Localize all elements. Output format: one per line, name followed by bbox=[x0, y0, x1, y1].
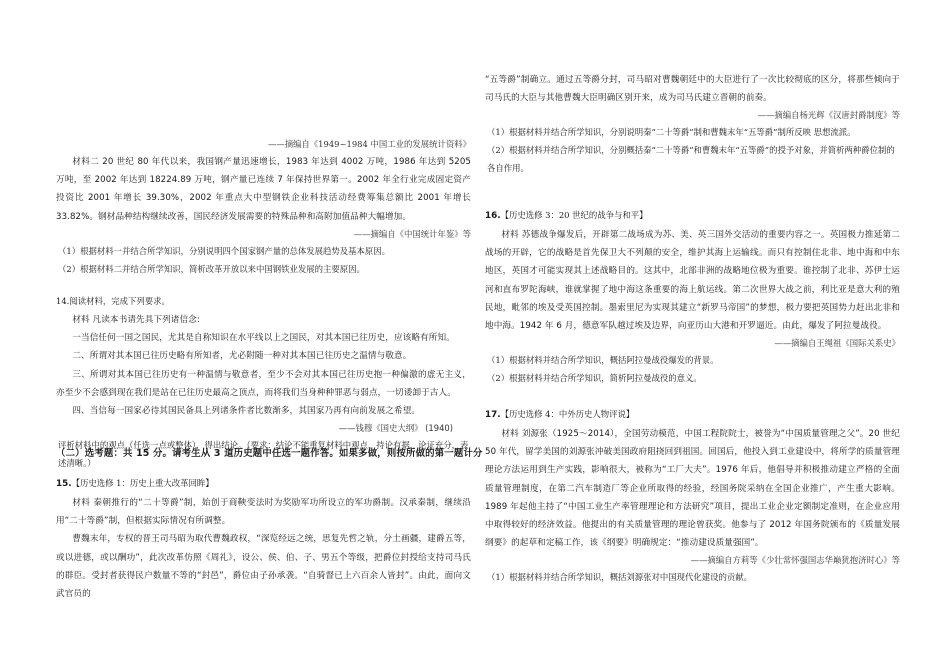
question-16 bbox=[485, 207, 900, 387]
source-citation: ——摘编自杨光辉《汉唐封爵制度》等 bbox=[757, 110, 900, 121]
subquestion-2: （2）根据材料并结合所学知识，分别概括秦“二十等爵”和曹魏末年“五等爵”的授予对象，并简析两种爵位制的各自作用。 bbox=[487, 145, 895, 174]
section-heading: （二）选考题：共 15 分。请考生从 3 道历史题中任选一题作答。如果多做，则按所做的第一题计分 bbox=[56, 448, 483, 459]
question-16-heading bbox=[485, 207, 900, 224]
material-2 bbox=[56, 153, 471, 226]
question-15-heading bbox=[56, 475, 471, 492]
question-14-prompt: 评析材料中的观点（任选一点或整体），得出结论。（要求：结论不能重复材料中观点，持论有据，论证充分，表述清晰。） bbox=[58, 440, 469, 469]
question-15-paragraph-2: 曹魏末年，专权的晋王司马昭为取代曹魏政权，“深览经远之统，思复先哲之轨，分土画疆，建爵五等，或以进德，或以酬功”，此次改革仿照《周礼》，设公、侯、伯、子、男五个等级，把爵位封授给支持司马氏的群臣。受封者获得民户数量不等的“封邑”，爵位由子孙承袭。“自骑督已上六百余人皆封”。由此，面向文武官员的 bbox=[56, 534, 471, 600]
question-14-intro: 材料 凡读本书请先具下列诸信念: bbox=[72, 315, 200, 325]
subquestion-1: （1）根据材料一并结合所学知识，分别说明四个国家钢产量的总体发展趋势及基本原因。 bbox=[58, 246, 390, 256]
question-tag: 【历史选修 4：中外历史人物评说】 bbox=[500, 409, 635, 419]
subquestion-2: （2）根据材料二并结合所学知识，简析改革开放以来中国钢铁业发展的主要原因。 bbox=[58, 264, 365, 274]
question-14-source: ——钱穆《国史大纲》 (1940) bbox=[338, 423, 453, 434]
question-15-material: 材料 秦朝推行的“二十等爵”制，始创于商鞅变法时为奖励军功所设立的军功爵制。汉承秦制，继续沿用“二十等爵”制，但根据实际情况有所调整。 bbox=[56, 498, 471, 527]
question-14-point-4: 四、当信每一国家必待其国民备具上列诸条件者比数渐多，其国家乃再有向前发展之希望。 bbox=[72, 406, 421, 417]
question-13-subquestions bbox=[56, 242, 471, 278]
subquestion-1: （1）根据材料并结合所学知识，分别说明秦“二十等爵”制和曹魏末年“五等爵”制所反映 思想流派。 bbox=[487, 127, 856, 138]
question-number: 17. bbox=[485, 410, 501, 420]
question-15-continuation: “五等爵”制确立。通过五等爵分封，司马昭对曹魏朝廷中的大臣进行了一次比较彻底的区分，将那些倾向于司马氏的大臣与其他曹魏大臣明确区别开来，成为司马氏建立晋朝的前奏。 bbox=[485, 75, 900, 104]
question-14-point-3: 三、所谓对其本国已往历史有一种温情与敬意者，至少不会对其本国已往历史抱一种偏激的虚无主义，亦至少不会感到现在我们是站在已往历史最高之顶点，而将我们当身种种罪恶与弱点，一切诿卸于古人。 bbox=[56, 369, 471, 398]
question-17-heading bbox=[485, 406, 900, 423]
question-17-material: 材料 刘源张（1925～2014），全国劳动模范，中国工程院院士，被誉为“中国质量管理之父”。20 世纪 50 年代，留学美国的刘源张冲破美国政府阻挠回到祖国。回国后，他投入到工业建设中，将所学的质量管理理论方法运用到生产实践，影响很大，被称为“工厂大夫”。1976 年后，他倡导并积极推动建立严格的全面质量管理制度，在第二汽车制造厂等企业所取得的经验，经国务院采纳在全国企业推广，产生重大影响。1989 年起他主持了“中国工业生产率管理理论和方法研究”项目，提出工业企业定额制定准则，在企业应用中取得较好的经济效益。他提出的有关质量管理的理论曾获奖。他参与了 2012 年国务院颁布的《质量发展纲要》的起草和定稿工作，该《纲要》明确规定：“推动建设质量强国”。 bbox=[485, 429, 900, 549]
question-14-point-2: 二、所谓对其本国已往历史略有所知者，尤必附随一种对其本国已往历史之温情与敬意。 bbox=[72, 351, 412, 362]
question-tag: 【历史选修 1：历史上重大改革回眸】 bbox=[71, 478, 214, 488]
source-note-1 bbox=[56, 136, 471, 152]
source-citation: ——摘编自王绳祖《国际关系史》 bbox=[774, 338, 900, 349]
question-17 bbox=[485, 406, 900, 586]
subquestion-1: （1）根据材料并结合所学知识，概括阿拉曼战役爆发的背景。 bbox=[487, 355, 719, 366]
source-note-2 bbox=[56, 226, 471, 242]
question-number: 16. bbox=[485, 211, 501, 221]
section-2-heading-block bbox=[56, 446, 483, 462]
source-citation: ——摘编自《中国统计年鉴》等 bbox=[353, 229, 471, 239]
question-15-continued bbox=[485, 71, 900, 177]
question-number: 15. bbox=[56, 479, 72, 489]
question-14-header: 14.阅读材料，完成下列要求。 bbox=[56, 296, 170, 306]
material-text: 材料二 20 世纪 80 年代以来，我国钢产量迅速增长，1983 年达到 4002 万吨，1986 年达到 5205 万吨，至 2002 年达到 18224.89 万吨，钢产量已连续 7 年保持世界第一。2002 年全行业完成固定资产投资比 2001 年增长 39.30%，2002 年重点大中型钢铁企业科技活动经费筹集总额比 2001 年增长 33.82%。钢材品种结构继续改善，国民经济发展需要的特殊品种和高附加值品种大幅增加。 bbox=[56, 157, 471, 222]
subquestion-2: （2）根据材料并结合所学知识，简析阿拉曼战役的意义。 bbox=[487, 373, 702, 384]
question-tag: 【历史选修 3：20 世纪的战争与和平】 bbox=[500, 210, 648, 220]
question-15 bbox=[56, 475, 471, 603]
subquestion-1: （1）根据材料并结合所学知识，概括刘源张对中国现代化建设的贡献。 bbox=[487, 572, 752, 583]
question-16-material: 材料 苏德战争爆发后，开辟第二战场成为苏、美、英三国外交活动的重要内容之一。英国极力推延第二战场的开辟，它的战略是首先保卫大不列颠的安全，维护其海上运输线。而只有控制住北非、地中海和中东地区，英国才可能实现其上述战略目的。这其中，北部非洲的战略地位极为重要。谁控制了北非、苏伊士运河和直布罗陀海峡，谁就掌握了地中海这条重要的海上航运线。第二次世界大战之前，利比亚是意大利的殖民地，毗邻的埃及受英国控制。墨索里尼为实现其建立“新罗马帝国”的梦想，极力要把英国势力赶出北非和地中海。1942 年 6 月，德意军队越过埃及边界，向亚历山大港和开罗逼近。由此，爆发了阿拉曼战役。 bbox=[485, 230, 900, 332]
question-14-point-1: 一当信任何一国之国民，尤其是自称知识在水平线以上之国民，对其本国已往历史，应该略有所知。 bbox=[72, 333, 455, 344]
source-citation: ——摘编自《1949~1984 中国工业的发展统计资料》 bbox=[267, 139, 471, 149]
source-citation: ——摘编自方莉等《少壮常怀强国志华巅犹抱济时心》等 bbox=[690, 555, 900, 566]
